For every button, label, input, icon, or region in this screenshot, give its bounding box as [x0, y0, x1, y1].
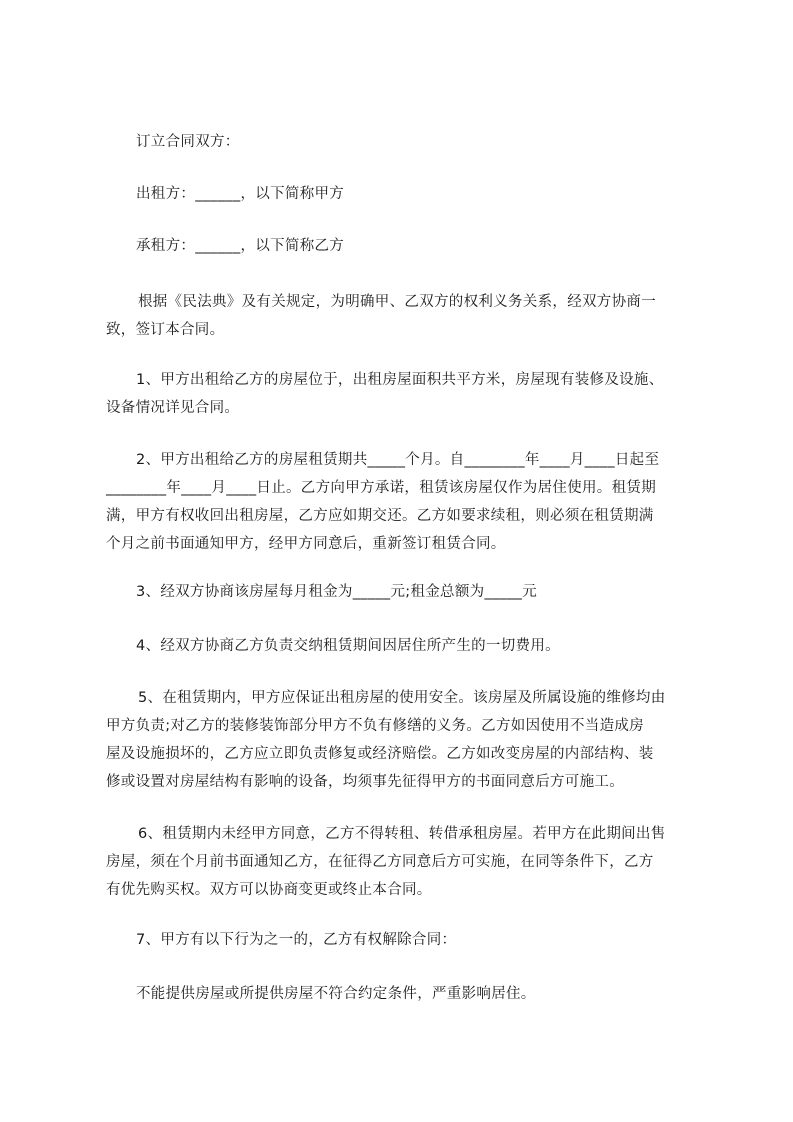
text-line: 7、甲方有以下行为之一的，乙方有权解除合同：	[136, 932, 457, 948]
text-line: 2、甲方出租给乙方的房屋租赁期共_____个月。自________年____月____日起至	[136, 452, 660, 468]
text-line: 致，签订本合同。	[106, 322, 225, 338]
text-line: 有优先购买权。双方可以协商变更或终止本合同。	[106, 882, 432, 898]
clause-7-item	[136, 980, 736, 1008]
text-line: 4、经双方协商乙方负责交纳租赁期间因居住所产生的一切费用。	[136, 638, 560, 654]
parties-heading	[136, 128, 736, 156]
preamble-paragraph	[106, 288, 706, 344]
lessee-line	[136, 232, 736, 260]
clause-2	[106, 446, 706, 558]
text-line: 5、在租赁期内，甲方应保证出租房屋的使用安全。该房屋及所属设施的维修均由	[138, 690, 666, 706]
lessor-line	[136, 180, 736, 208]
clause-4	[136, 632, 736, 660]
text-line: 不能提供房屋或所提供房屋不符合约定条件，严重影响居住。	[136, 986, 536, 1002]
text-line: 1、甲方出租给乙方的房屋位于，出租房屋面积共平方米，房屋现有装修及设施、	[136, 372, 664, 388]
text-line: 根据《民法典》及有关规定，为明确甲、乙双方的权利义务关系，经双方协商一	[138, 294, 656, 310]
text-line: 出租方：______，以下简称甲方	[136, 186, 345, 202]
text-line: 订立合同双方：	[136, 134, 240, 150]
text-line: 3、经双方协商该房屋每月租金为_____元;租金总额为_____元	[136, 584, 538, 600]
text-line: 6、租赁期内未经甲方同意，乙方不得转租、转借承租房屋。若甲方在此期间出售	[138, 826, 666, 842]
clause-5	[106, 684, 706, 796]
clause-1	[106, 366, 706, 422]
text-line: 房屋，须在个月前书面通知乙方，在征得乙方同意后方可实施，在同等条件下，乙方	[106, 854, 654, 870]
text-line: 甲方负责;对乙方的装修装饰部分甲方不负有修缮的义务。乙方如因使用不当造成房	[106, 718, 644, 734]
clause-6	[106, 820, 706, 904]
text-line: 修或设置对房屋结构有影响的设备，均须事先征得甲方的书面同意后方可施工。	[106, 774, 624, 790]
text-line: ________年____月____日止。乙方向甲方承诺，租赁该房屋仅作为居住使用。租赁期	[106, 480, 656, 496]
clause-3	[136, 578, 736, 606]
text-line: 承租方：______，以下简称乙方	[136, 238, 345, 254]
text-line: 设备情况详见合同。	[106, 400, 240, 416]
text-line: 屋及设施损坏的，乙方应立即负责修复或经济赔偿。乙方如改变房屋的内部结构、装	[106, 746, 654, 762]
text-line: 满，甲方有权收回出租房屋，乙方应如期交还。乙方如要求续租，则必须在租赁期满	[106, 508, 654, 524]
text-line: 个月之前书面通知甲方，经甲方同意后，重新签订租赁合同。	[106, 536, 506, 552]
clause-7	[136, 926, 736, 954]
